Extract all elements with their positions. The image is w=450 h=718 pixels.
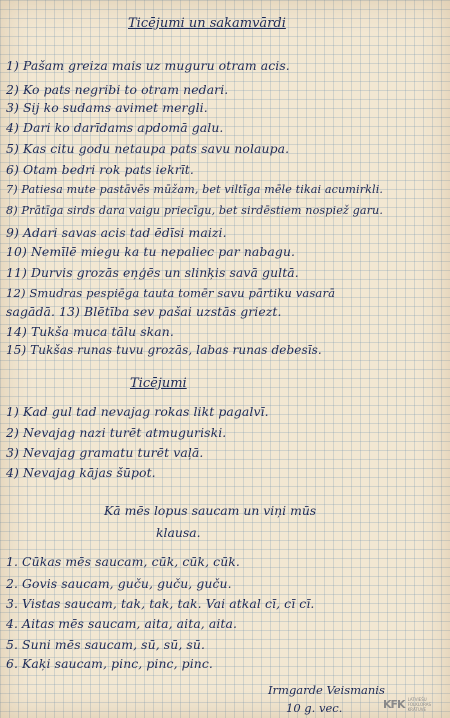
list-item: 5. Suni mēs saucam, sū, sū, sū. [6, 637, 205, 652]
page-title: Ticējumi un sakamvārdi [128, 16, 286, 31]
animals-heading: Kā mēs lopus saucam un viņi mūs [104, 503, 317, 518]
list-item: 7) Patiesa mute pastāvēs mūžam, bet viltīga mēle tikai acumirkli. [6, 183, 384, 196]
beliefs-heading: Ticējumi [130, 376, 187, 391]
list-item: 6. Kaķi saucam, pinc, pinc, pinc. [6, 656, 213, 671]
list-item: 1. Cūkas mēs saucam, cūk, cūk, cūk. [6, 554, 240, 569]
list-item: 12) Smudras pespiēga tauta tomēr savu pārtiku vasarā [6, 286, 336, 300]
list-item: 14) Tukša muca tālu skan. [6, 324, 174, 339]
list-item: 8) Prātīga sirds dara vaigu priecīgu, bet sirdēstiem nospiež garu. [6, 204, 384, 217]
list-item: 11) Durvis grozās eņģēs un slinķis savā gultā. [6, 265, 299, 280]
list-item: 4) Dari ko darīdams apdomā galu. [6, 120, 224, 135]
list-item: 4) Nevajag kājas šūpot. [6, 465, 156, 480]
archive-logo-line: LATVIEŠU [407, 696, 427, 702]
archive-logo-line: KRĀTUVE [407, 706, 427, 712]
list-item: 10) Nemīlē miegu ka tu nepaliec par nabagu. [6, 244, 296, 259]
list-item: 5) Kas citu godu netaupa pats savu nolaupa. [6, 141, 290, 156]
archive-logo-mark: KFK [383, 697, 405, 711]
list-item: 2) Ko pats negribi to otram nedari. [6, 82, 229, 97]
list-item: 4. Aitas mēs saucam, aita, aita, aita. [6, 616, 238, 631]
list-item: 1) Kad gul tad nevajag rokas likt pagalvī. [6, 404, 269, 419]
signature: Irmgarde Veismanis [268, 683, 385, 697]
list-item: 9) Adari savas acis tad ēdīsi maizi. [6, 225, 227, 240]
list-item: 3. Vistas saucam, tak, tak, tak. Vai atkal cī, cī cī. [6, 596, 315, 611]
list-item: 3) Sij ko sudams avimet mergli. [6, 100, 208, 115]
signature-age: 10 g. vec. [286, 701, 343, 715]
list-item: sagādā. 13) Blētība sev pašai uzstās griezt. [6, 304, 282, 319]
list-item: 15) Tukšas runas tuvu grozās, labas runas debesīs. [6, 343, 322, 357]
list-item: 3) Nevajag gramatu turēt vaļā. [6, 445, 204, 460]
list-item: 2. Govis saucam, guču, guču, guču. [6, 576, 232, 591]
animals-heading-continued: klausa. [156, 525, 201, 540]
list-item: 1) Pašam greiza mais uz muguru otram acis. [6, 58, 290, 73]
list-item: 2) Nevajag nazi turēt atmuguriski. [6, 425, 227, 440]
archive-logo [383, 694, 445, 714]
archive-logo-text [408, 697, 431, 712]
archive-logo-line: FOLKLORAS [407, 701, 431, 707]
list-item: 6) Otam bedri rok pats iekrīt. [6, 162, 194, 177]
